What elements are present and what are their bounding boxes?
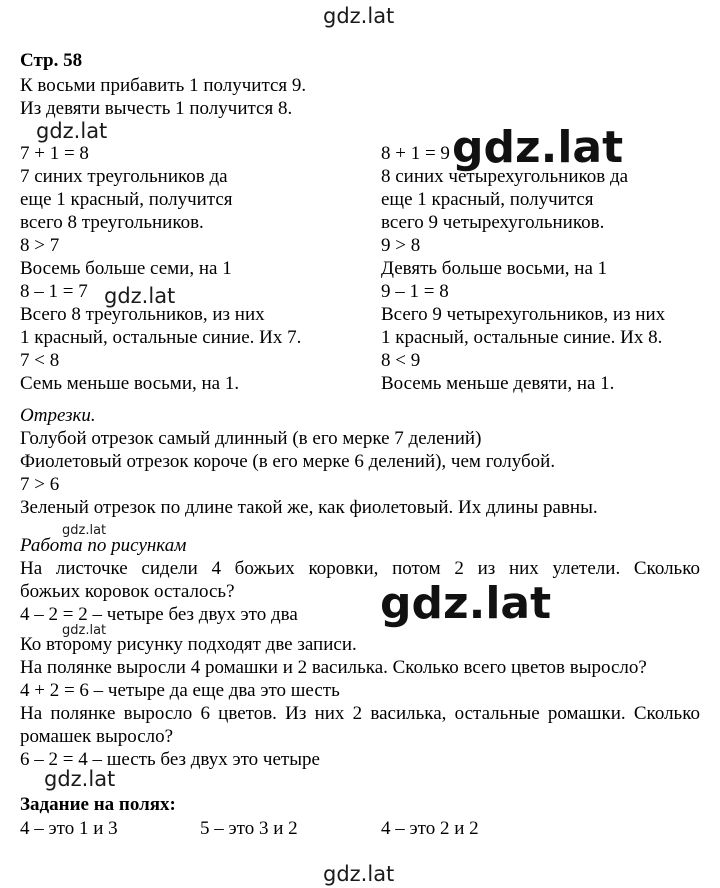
text-line: 7 синих треугольников да bbox=[20, 166, 228, 187]
margin-task-item: 5 – это 3 и 2 bbox=[200, 818, 298, 839]
text-line: На листочке сидели 4 божьих коровки, потом 2 из них улетели. Сколько bbox=[20, 558, 700, 579]
margin-task-item: 4 – это 2 и 2 bbox=[381, 818, 479, 839]
text-line: Девять больше восьми, на 1 bbox=[381, 258, 608, 279]
text-line: Всего 8 треугольников, из них bbox=[20, 304, 265, 325]
text-line: На полянке выросли 4 ромашки и 2 василька. Сколько всего цветов выросло? bbox=[20, 657, 647, 678]
text-line: всего 9 четырехугольников. bbox=[381, 212, 605, 233]
equation: 4 + 2 = 6 – четыре да еще два это шесть bbox=[20, 680, 340, 701]
text-line: Фиолетовый отрезок короче (в его мерке 6 делений), чем голубой. bbox=[20, 451, 556, 472]
equation: 7 + 1 = 8 bbox=[20, 143, 89, 164]
text-line: Всего 9 четырехугольников, из них bbox=[381, 304, 666, 325]
section-title-pictures: Работа по рисункам bbox=[20, 535, 187, 556]
equation: 6 – 2 = 4 – шесть без двух это четыре bbox=[20, 749, 320, 770]
text-line: Семь меньше восьми, на 1. bbox=[20, 373, 240, 394]
text-line: 8 синих четырехугольников да bbox=[381, 166, 629, 187]
text-line: 1 красный, остальные синие. Их 8. bbox=[381, 327, 663, 348]
section-title-margin-task: Задание на полях: bbox=[20, 794, 176, 815]
equation: 8 + 1 = 9 bbox=[381, 143, 450, 164]
text-line: Зеленый отрезок по длине такой же, как фиолетовый. Их длины равны. bbox=[20, 497, 598, 518]
text-line: Восемь меньше девяти, на 1. bbox=[381, 373, 615, 394]
watermark-large: gdz.lat bbox=[380, 578, 552, 629]
equation: 7 > 6 bbox=[20, 474, 60, 495]
watermark: gdz.lat bbox=[44, 767, 116, 791]
watermark-bottom: gdz.lat bbox=[323, 862, 395, 886]
equation: 4 – 2 = 2 – четыре без двух это два bbox=[20, 604, 298, 625]
text-line: На полянке выросло 6 цветов. Из них 2 василька, остальные ромашки. Сколько bbox=[20, 703, 700, 724]
text-line: ромашек выросло? bbox=[20, 726, 174, 747]
text-line: 1 красный, остальные синие. Их 7. bbox=[20, 327, 302, 348]
margin-task-item: 4 – это 1 и 3 bbox=[20, 818, 118, 839]
watermark: gdz.lat bbox=[104, 284, 176, 308]
watermark: gdz.lat bbox=[36, 119, 108, 143]
text-line: Голубой отрезок самый длинный (в его мерке 7 делений) bbox=[20, 428, 482, 449]
equation: 9 – 1 = 8 bbox=[381, 281, 449, 302]
watermark-top: gdz.lat bbox=[323, 4, 395, 28]
watermark-small: gdz.lat bbox=[62, 523, 107, 538]
equation: 9 > 8 bbox=[381, 235, 421, 256]
watermark-large: gdz.lat bbox=[452, 122, 624, 173]
text-line: всего 8 треугольников. bbox=[20, 212, 204, 233]
text-line: божьих коровок осталось? bbox=[20, 581, 235, 602]
text-line: еще 1 красный, получится bbox=[20, 189, 233, 210]
text-line: К восьми прибавить 1 получится 9. bbox=[20, 75, 307, 96]
page-heading: Стр. 58 bbox=[20, 50, 83, 71]
text-line: еще 1 красный, получится bbox=[381, 189, 594, 210]
equation: 8 – 1 = 7 bbox=[20, 281, 88, 302]
section-title-segments: Отрезки. bbox=[20, 405, 96, 426]
equation: 8 > 7 bbox=[20, 235, 60, 256]
equation: 7 < 8 bbox=[20, 350, 60, 371]
text-line: Восемь больше семи, на 1 bbox=[20, 258, 232, 279]
text-line: Из девяти вычесть 1 получится 8. bbox=[20, 98, 293, 119]
watermark-small: gdz.lat bbox=[62, 623, 107, 638]
text-line: Ко второму рисунку подходят две записи. bbox=[20, 634, 357, 655]
equation: 8 < 9 bbox=[381, 350, 421, 371]
